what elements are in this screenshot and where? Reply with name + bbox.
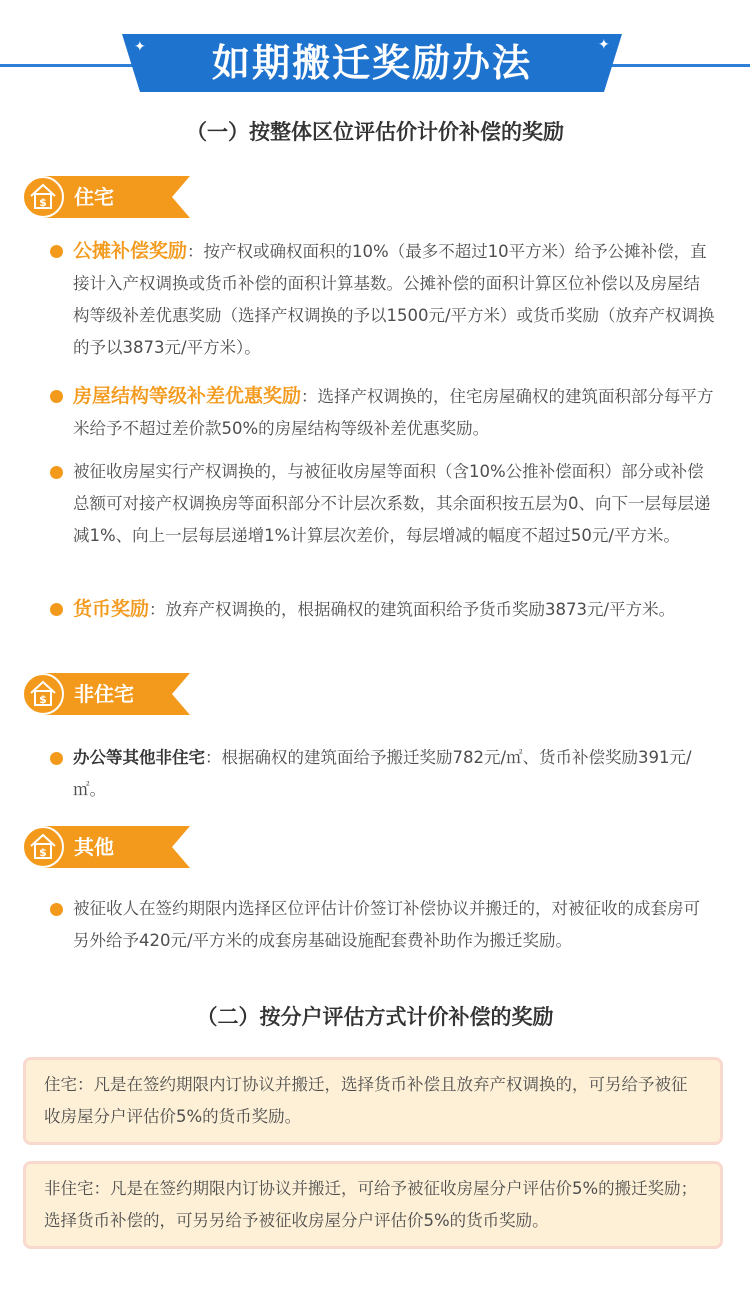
list-item: [48, 742, 716, 806]
item-highlight: 房屋结构等级补差优惠奖励: [73, 385, 302, 407]
svg-text:$: $: [39, 693, 47, 706]
list-item: [48, 593, 716, 626]
box-text: 住宅：凡是在签约期限内订协议并搬迁，选择货币补偿且放弃产权调换的，可另给予被征收房屋分户评估价5%的货币奖励。: [44, 1075, 688, 1126]
item-text: 被征收房屋实行产权调换的，与被征收房屋等面积（含10%公推补偿面积）部分或补偿总额可对接产权调换房等面积部分不计层次系数，其余面积按五层为0、向下一层每层递减1%、向上一层每层递增1%计算层次差价，每层增减的幅度不超过50元/平方米。: [73, 462, 711, 545]
info-box-non-residential: [23, 1161, 723, 1249]
bullet-icon: [50, 903, 63, 916]
box-text: 非住宅：凡是在签约期限内订协议并搬迁，可给予被征收房屋分户评估价5%的搬迁奖励；选择货币补偿的，可另另给予被征收房屋分户评估价5%的货币奖励。: [44, 1179, 698, 1230]
tag-label: 非住宅: [74, 682, 134, 706]
list-item: [48, 893, 716, 957]
item-highlight: 公摊补偿奖励: [73, 240, 188, 262]
page-title: 如期搬迁奖励办法: [211, 41, 532, 85]
bullet-icon: [50, 752, 63, 765]
tag-residential: [22, 176, 190, 218]
bullet-icon: [50, 245, 63, 258]
item-text: ：按产权或确权面积的10%（最多不超过10平方米）给予公摊补偿，直接计入产权调换或货币补偿的面积计算基数。公摊补偿的面积计算区位补偿以及房屋结构等级补差优惠奖励（选择产权调换的予以1500元/平方米）或货币奖励（放弃产权调换的予以3873元/平方米）。: [73, 242, 715, 357]
tag-label: 住宅: [74, 185, 114, 209]
item-text: ：放弃产权调换的，根据确权的建筑面积给予货币奖励3873元/平方米。: [149, 600, 676, 619]
item-text: ：选择产权调换的，住宅房屋确权的建筑面积部分每平方米给予不超过差价款50%的房屋结构等级补差优惠奖励。: [73, 387, 714, 438]
tag-other: [22, 826, 190, 868]
list-item: [48, 235, 716, 364]
sparkle-icon: ✦: [598, 37, 610, 53]
tag-label: 其他: [74, 835, 114, 859]
title-banner: [122, 34, 622, 92]
item-text: ：根据确权的建筑面给予搬迁奖励782元/㎡、货币补偿奖励391元/㎡。: [73, 748, 692, 799]
section1-title: （一）按整体区位评估价计价补偿的奖励: [186, 120, 564, 144]
list-item: [48, 380, 716, 445]
bullet-icon: [50, 603, 63, 616]
item-highlight: 办公等其他非住宅: [73, 748, 205, 767]
item-text: 被征收人在签约期限内选择区位评估计价签订补偿协议并搬迁的，对被征收的成套房可另外给予420元/平方米的成套房基础设施配套费补助作为搬迁奖励。: [73, 899, 700, 950]
item-highlight: 货币奖励: [73, 598, 150, 620]
tag-non-residential: [22, 673, 190, 715]
svg-text:$: $: [39, 196, 47, 209]
list-item: [48, 456, 716, 552]
info-box-residential: [23, 1057, 723, 1145]
bullet-icon: [50, 466, 63, 479]
sparkle-icon: ✦: [134, 39, 146, 55]
section2-title: （二）按分户评估方式计价补偿的奖励: [196, 1005, 554, 1029]
bullet-icon: [50, 390, 63, 403]
svg-text:$: $: [39, 846, 47, 859]
